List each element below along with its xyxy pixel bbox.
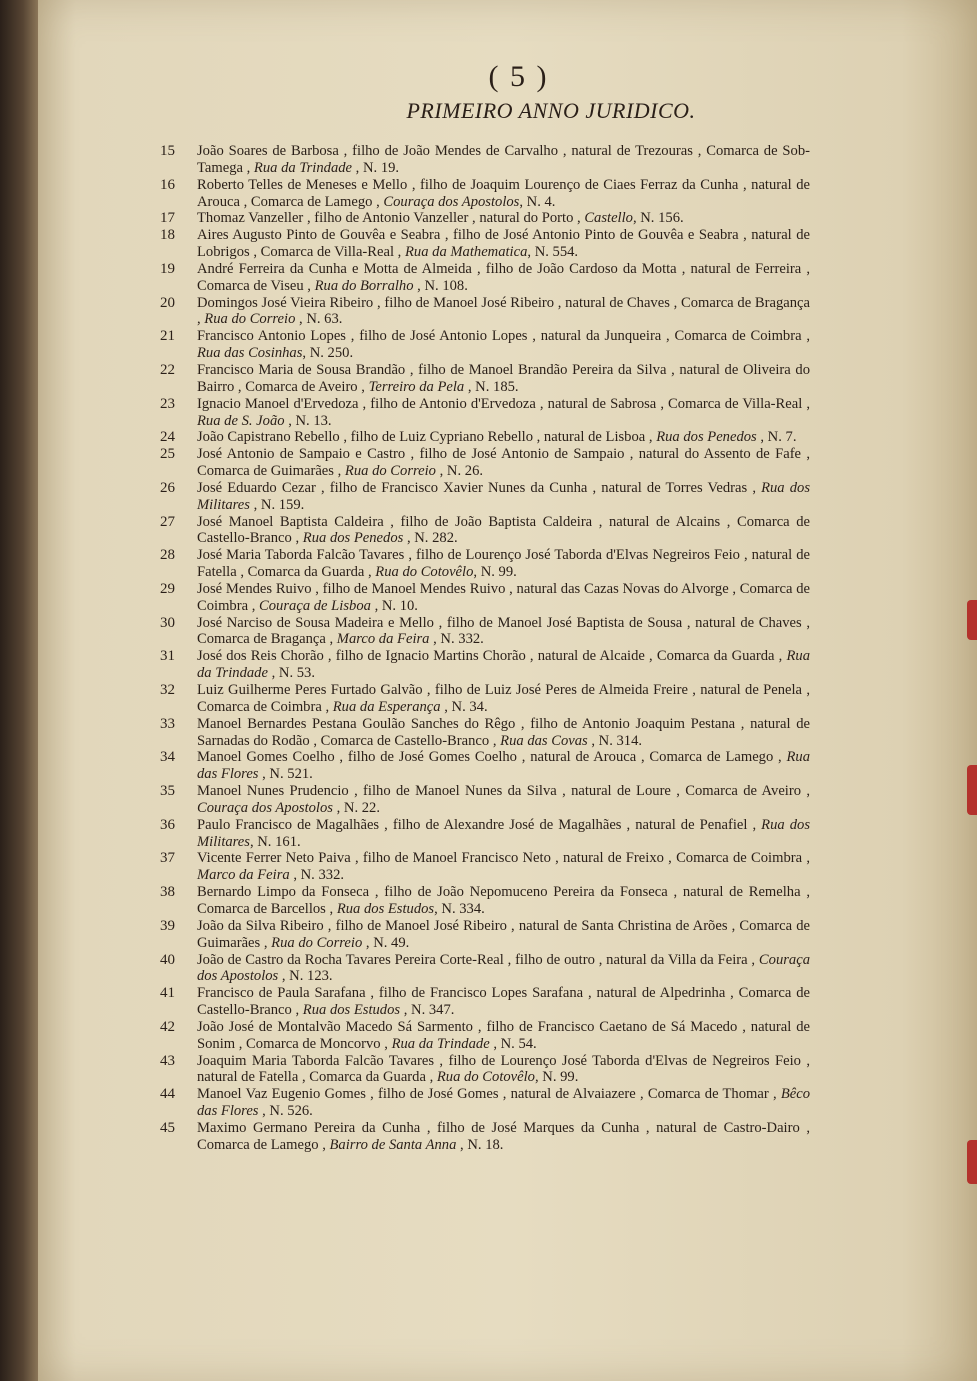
red-edge-mark [967, 1140, 977, 1184]
entry-house-number: , N. 282. [403, 530, 458, 547]
entry-number: 43 [160, 1052, 175, 1069]
list-item [160, 480, 810, 514]
list-item [160, 749, 810, 783]
entry-house-number: , N. 13. [284, 412, 332, 429]
entry-text [197, 952, 810, 986]
entry-description: Ignacio Manoel d'Ervedoza , filho de Antonio d'Ervedoza , natural de Sabrosa , Comarca de Villa-Real , [197, 395, 810, 412]
entry-number: 37 [160, 850, 175, 867]
entry-house-number: , N. 521. [258, 766, 313, 783]
entry-street: Couraça de Lisboa [259, 597, 371, 614]
list-item [160, 446, 810, 480]
entry-number: 40 [160, 951, 175, 968]
entry-text [197, 850, 810, 884]
entry-street: Rua do Correio [344, 463, 436, 480]
entry-house-number: , N. 4. [519, 193, 556, 210]
entry-street: Castello [584, 210, 633, 227]
list-item [160, 682, 810, 716]
entry-text [197, 480, 810, 514]
entry-description: João de Castro da Rocha Tavares Pereira Corte-Real , filho de outro , natural da Villa da Feira , [197, 951, 759, 968]
entry-text [197, 328, 810, 362]
entry-number: 31 [160, 648, 175, 665]
entry-text [197, 210, 810, 227]
list-item [160, 514, 810, 548]
entry-description: José Antonio de Sampaio e Castro , filho de José Antonio de Sampaio , natural do Assento de Fafe , Comarca de Guimarães , [197, 446, 810, 480]
list-item [160, 918, 810, 952]
list-item [160, 1086, 810, 1120]
list-item [160, 985, 810, 1019]
entry-street: Marco da Feira [197, 867, 290, 884]
binding-edge [0, 0, 38, 1381]
entry-street: Rua das Flores [197, 749, 810, 783]
entry-description: José dos Reis Chorão , filho de Ignacio Martins Chorão , natural de Alcaide , Comarca da Guarda , [197, 648, 787, 665]
entry-description: José Eduardo Cezar , filho de Francisco Xavier Nunes da Cunha , natural de Torres Vedras , [197, 479, 762, 496]
entry-street: Couraça dos Apostolos [197, 799, 333, 816]
entry-house-number: , N. 314. [587, 732, 643, 749]
entry-number: 42 [160, 1018, 175, 1035]
entry-street: Rua das Cosinhas [197, 345, 303, 362]
entry-description: Domingos José Vieira Ribeiro , filho de Manoel José Ribeiro , natural de Chaves , Comarca de Bragança , [197, 294, 810, 328]
entry-number: 25 [160, 446, 175, 463]
list-item [160, 143, 810, 177]
entry-number: 34 [160, 749, 175, 766]
entry-street: Rua dos Estudos [336, 900, 435, 917]
entry-number: 21 [160, 328, 175, 345]
entry-number: 20 [160, 294, 175, 311]
entry-text [197, 446, 810, 480]
list-item [160, 884, 810, 918]
entry-house-number: , N. 22. [332, 799, 380, 816]
entry-street: Rua dos Militares [197, 816, 810, 850]
entry-street: Couraça dos Apostolos [383, 193, 520, 210]
list-item [160, 429, 810, 446]
entry-text [197, 547, 810, 581]
entry-text [197, 261, 810, 295]
list-item [160, 177, 810, 211]
entry-number: 32 [160, 682, 175, 698]
entry-house-number: , N. 185. [464, 378, 519, 395]
list-item [160, 648, 810, 682]
entry-house-number: , N. 10. [370, 597, 418, 614]
list-item [160, 817, 810, 851]
entry-house-number: , N. 554. [527, 244, 579, 261]
entry-description: Maximo Germano Pereira da Cunha , filho de José Marques da Cunha , natural de Castro-Dairo , Comarca de Lamego , [197, 1119, 810, 1153]
entry-description: Francisco de Paula Sarafana , filho de Francisco Lopes Sarafana , natural de Alpedrinha , Comarca de Castello-Branco , [197, 985, 810, 1019]
entry-description: Thomaz Vanzeller , filho de Antonio Vanzeller , natural do Porto , [197, 210, 585, 227]
page-number: ( 5 ) [488, 60, 549, 93]
entry-house-number: , N. 332. [289, 867, 345, 884]
entry-house-number: , N. 334. [434, 900, 485, 917]
entry-text [197, 749, 810, 783]
entry-description: Francisco Maria de Sousa Brandão , filho de Manoel Brandão Pereira da Silva , natural de Oliveira do Bairro , Comarca de Aveiro , [197, 361, 810, 395]
entry-street: Rua do Correio [271, 934, 363, 951]
page-header [0, 60, 977, 124]
entry-street: Rua da Trindade [253, 159, 353, 176]
entry-house-number: , N. 19. [352, 159, 400, 176]
entry-house-number: , N. 347. [400, 1002, 455, 1019]
entry-text [197, 783, 810, 817]
entry-description: José Maria Taborda Falcão Tavares , filho de Lourenço José Taborda d'Elvas Negreiros Feio , natural de Fatella , Comarca da Guarda , [197, 547, 810, 581]
entry-number: 44 [160, 1086, 175, 1103]
entry-text [197, 918, 810, 952]
entry-house-number: , N. 99. [473, 564, 517, 581]
entry-number: 24 [160, 429, 175, 446]
list-item [160, 716, 810, 750]
entry-street: Rua da Trindade [391, 1035, 490, 1052]
entry-street: Couraça dos Apostolos [197, 951, 810, 985]
entry-description: Manoel Nunes Prudencio , filho de Manoel Nunes da Silva , natural de Loure , Comarca de Aveiro , [197, 783, 810, 800]
entry-street: Rua dos Penedos [656, 429, 757, 446]
entry-number: 26 [160, 479, 175, 496]
entry-street: Rua da Trindade [197, 648, 810, 682]
entry-description: Aires Augusto Pinto de Gouvêa e Seabra , filho de José Antonio Pinto de Gouvêa e Seabra , natural de Lobrigos , Comarca de Villa-Real , [197, 227, 810, 261]
entry-description: Bernardo Limpo da Fonseca , filho de João Nepomuceno Pereira da Fonseca , natural de Remelha , Comarca de Barcellos , [197, 884, 810, 917]
entry-house-number: , N. 7. [756, 429, 797, 446]
list-item [160, 362, 810, 396]
entry-description: Manoel Gomes Coelho , filho de José Gomes Coelho , natural de Arouca , Comarca de Lamego , [197, 749, 787, 766]
list-item [160, 1053, 810, 1087]
entry-description: Manoel Vaz Eugenio Gomes , filho de José Gomes , natural de Alvaiazere , Comarca de Thomar , [197, 1086, 781, 1103]
list-item [160, 615, 810, 649]
entry-description: José Narciso de Sousa Madeira e Mello , filho de Manoel José Baptista de Sousa , natural de Chaves , Comarca de Bragança , [197, 614, 810, 648]
entry-street: Rua do Cotovêlo [375, 564, 474, 581]
red-edge-mark [967, 600, 977, 640]
list-item [160, 850, 810, 884]
entry-street: Rua dos Militares [197, 479, 810, 513]
entry-text [197, 295, 810, 329]
entry-description: Paulo Francisco de Magalhães , filho de Alexandre José de Magalhães , natural de Penafiel , [197, 816, 762, 833]
entry-description: José Mendes Ruivo , filho de Manoel Mendes Ruivo , natural das Cazas Novas do Alvorge , Comarca de Coimbra , [197, 580, 810, 614]
entry-number: 41 [160, 985, 175, 1002]
entry-street: Terreiro da Pela [368, 378, 465, 395]
list-item [160, 261, 810, 295]
running-title: PRIMEIRO ANNO JURIDICO. [406, 98, 696, 123]
entry-house-number: , N. 34. [440, 698, 488, 715]
entry-street: Bêco das Flores [197, 1086, 810, 1120]
list-item [160, 396, 810, 430]
entry-text [197, 648, 810, 682]
entry-street: Rua do Correio [204, 311, 296, 328]
entry-description: Joaquim Maria Taborda Falcão Tavares , filho de Lourenço José Taborda d'Elvas de Negreiros Feio , natural de Fatella , Comarca da Guarda , [197, 1052, 810, 1086]
entry-text [197, 429, 810, 446]
list-item [160, 295, 810, 329]
entry-number: 35 [160, 783, 175, 800]
entry-house-number: , N. 63. [295, 311, 343, 328]
entry-text [197, 615, 810, 649]
entry-house-number: , N. 49. [362, 934, 410, 951]
entry-text [197, 227, 810, 261]
entry-text [197, 884, 810, 918]
entry-description: João José de Montalvão Macedo Sá Sarmento , filho de Francisco Caetano de Sá Macedo , natural de Sonim , Comarca de Moncorvo , [197, 1018, 810, 1052]
entry-street: Rua de S. João [197, 412, 285, 429]
entry-street: Bairro de Santa Anna [329, 1136, 457, 1153]
entry-number: 30 [160, 614, 175, 631]
entry-description: Francisco Antonio Lopes , filho de José Antonio Lopes , natural da Junqueira , Comarca de Coimbra , [197, 328, 810, 345]
entry-street: Rua da Mathematica [404, 244, 528, 261]
entry-text [197, 1086, 810, 1120]
entry-description: Roberto Telles de Meneses e Mello , filho de Joaquim Lourenço de Ciaes Ferraz da Cunha , natural de Arouca , Comarca de Lamego , [197, 176, 810, 210]
entry-text [197, 817, 810, 851]
list-item [160, 1019, 810, 1053]
entry-number: 27 [160, 513, 175, 530]
entry-house-number: , N. 156. [632, 210, 684, 227]
list-item [160, 1120, 810, 1154]
list-item [160, 952, 810, 986]
entry-description: João da Silva Ribeiro , filho de Manoel José Ribeiro , natural de Santa Christina de Arões , Comarca de Guimarães , [197, 917, 810, 951]
entry-number: 18 [160, 227, 175, 244]
entry-text [197, 143, 810, 177]
entry-text [197, 396, 810, 430]
entry-number: 17 [160, 210, 175, 227]
entry-house-number: , N. 159. [249, 496, 305, 513]
entry-description: João Soares de Barbosa , filho de João Mendes de Carvalho , natural de Trezouras , Comarca de Sob-Tamega , [197, 143, 810, 176]
entry-number: 19 [160, 260, 175, 277]
entry-text [197, 581, 810, 615]
entry-text [197, 1053, 810, 1087]
entry-house-number: , N. 54. [489, 1035, 537, 1052]
entry-street: Rua do Borralho [314, 277, 414, 294]
entry-text [197, 177, 810, 211]
entry-street: Rua da Esperança [332, 698, 441, 715]
entry-street: Marco da Feira [336, 631, 430, 648]
entry-number: 45 [160, 1119, 175, 1136]
entry-description: José Manoel Baptista Caldeira , filho de João Baptista Caldeira , natural de Alcains , Comarca de Castello-Branco , [197, 513, 810, 547]
entry-description: Manoel Bernardes Pestana Goulão Sanches do Rêgo , filho de Antonio Joaquim Pestana , natural de Sarnadas do Rodão , Comarca de Castello-Branco , [197, 715, 810, 749]
entry-text [197, 682, 810, 716]
entry-text [197, 1019, 810, 1053]
entry-house-number: , N. 53. [267, 665, 315, 682]
entry-house-number: , N. 26. [435, 463, 484, 480]
entry-street: Rua dos Estudos [302, 1002, 401, 1019]
entry-text [197, 985, 810, 1019]
entry-text [197, 716, 810, 750]
entry-number: 36 [160, 816, 175, 833]
entry-house-number: , N. 99. [534, 1069, 579, 1086]
list-item [160, 227, 810, 261]
red-edge-mark [967, 765, 977, 815]
entry-number: 39 [160, 917, 175, 934]
entry-number: 22 [160, 361, 175, 378]
list-item [160, 547, 810, 581]
entry-house-number: , N. 332. [429, 631, 484, 648]
entry-house-number: , N. 108. [413, 277, 468, 294]
entry-street: Rua dos Penedos [302, 530, 404, 547]
entry-street: Rua das Covas [500, 732, 588, 749]
entry-house-number: , N. 123. [278, 968, 333, 985]
entry-house-number: , N. 161. [249, 833, 301, 850]
entry-number: 38 [160, 884, 175, 901]
entry-number: 33 [160, 715, 175, 732]
entry-description: João Capistrano Rebello , filho de Luiz Cypriano Rebello , natural de Lisboa , [197, 429, 657, 446]
entry-description: André Ferreira da Cunha e Motta de Almeida , filho de João Cardoso da Motta , natural de Ferreira , Comarca de Viseu , [197, 260, 810, 294]
entry-house-number: , N. 526. [258, 1103, 313, 1120]
entry-house-number: , N. 18. [456, 1136, 504, 1153]
entry-number: 15 [160, 143, 175, 159]
entry-text [197, 1120, 810, 1154]
entry-number: 23 [160, 395, 175, 412]
list-item [160, 328, 810, 362]
list-item [160, 581, 810, 615]
entry-text [197, 514, 810, 548]
entry-street: Rua do Cotovêlo [436, 1069, 535, 1086]
list-item [160, 210, 810, 227]
entry-description: Luiz Guilherme Peres Furtado Galvão , filho de Luiz José Peres de Almeida Freire , natural de Penela , Comarca de Coimbra , [197, 682, 810, 715]
entry-number: 16 [160, 176, 175, 193]
entry-number: 28 [160, 547, 175, 564]
entry-description: Vicente Ferrer Neto Paiva , filho de Manoel Francisco Neto , natural de Freixo , Comarca de Coimbra , [197, 850, 810, 867]
entry-number: 29 [160, 580, 175, 597]
list-item [160, 783, 810, 817]
entry-house-number: , N. 250. [302, 345, 354, 362]
student-list [160, 143, 810, 1154]
entry-text [197, 362, 810, 396]
